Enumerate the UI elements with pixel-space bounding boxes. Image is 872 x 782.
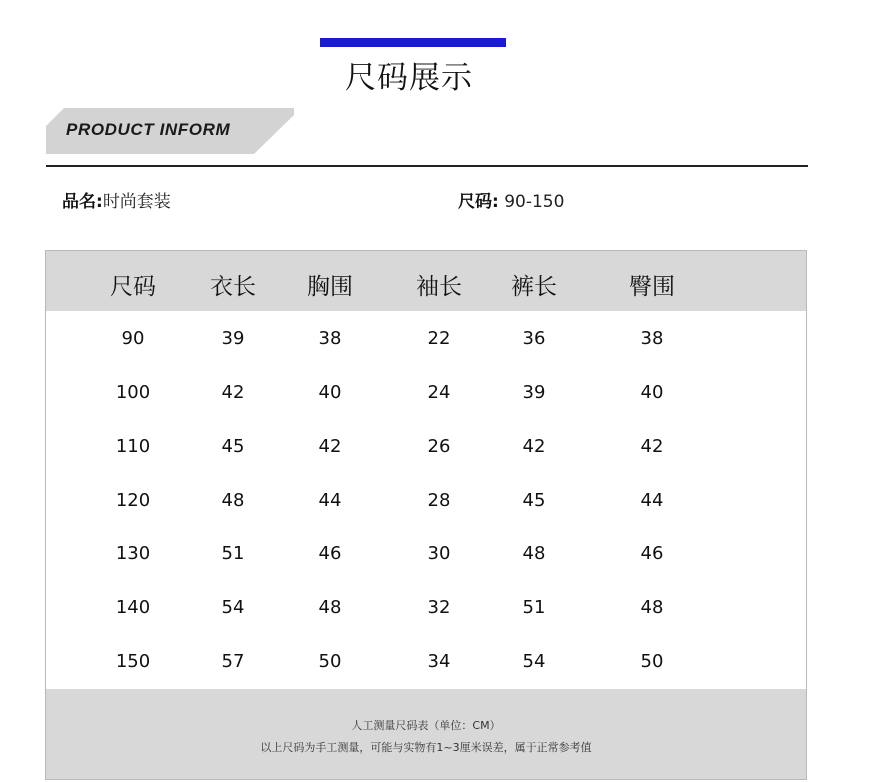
product-name-label: 品名: — [62, 192, 103, 212]
cell-sleeve: 22 — [427, 328, 451, 349]
cell-size: 140 — [115, 597, 151, 618]
header-length: 衣长 — [210, 274, 256, 300]
size-table — [45, 250, 807, 780]
cell-hip: 38 — [640, 328, 664, 349]
section-divider — [46, 165, 808, 167]
cell-hip: 44 — [640, 490, 664, 511]
cell-hip: 48 — [640, 597, 664, 618]
cell-hip: 42 — [640, 436, 664, 457]
cell-size: 150 — [115, 651, 151, 672]
cell-length: 39 — [221, 328, 245, 349]
cell-size: 110 — [115, 436, 151, 457]
cell-size: 120 — [115, 490, 151, 511]
cell-length: 42 — [221, 382, 245, 403]
cell-hip: 46 — [640, 543, 664, 564]
cell-size: 90 — [121, 328, 145, 349]
cell-pants: 42 — [522, 436, 546, 457]
cell-chest: 50 — [318, 651, 342, 672]
size-range-value: 90-150 — [498, 192, 565, 212]
cell-pants: 51 — [522, 597, 546, 618]
header-size: 尺码 — [110, 274, 156, 300]
cell-chest: 46 — [318, 543, 342, 564]
cell-sleeve: 30 — [427, 543, 451, 564]
cell-length: 57 — [221, 651, 245, 672]
cell-length: 54 — [221, 597, 245, 618]
size-table-footer — [46, 689, 806, 779]
measurement-note: 人工测量尺码表（单位：CM） — [351, 719, 501, 732]
cell-chest: 40 — [318, 382, 342, 403]
header-pants: 裤长 — [511, 274, 557, 300]
cell-pants: 39 — [522, 382, 546, 403]
cell-size: 100 — [115, 382, 151, 403]
cell-pants: 45 — [522, 490, 546, 511]
header-hip: 臀围 — [629, 274, 675, 300]
cell-hip: 50 — [640, 651, 664, 672]
product-name — [62, 187, 171, 212]
size-table-header — [46, 251, 806, 311]
cell-chest: 42 — [318, 436, 342, 457]
cell-chest: 38 — [318, 328, 342, 349]
cell-sleeve: 26 — [427, 436, 451, 457]
cell-sleeve: 28 — [427, 490, 451, 511]
cell-sleeve: 34 — [427, 651, 451, 672]
page-title: 尺码展示 — [345, 60, 473, 96]
cell-chest: 44 — [318, 490, 342, 511]
product-inform-label: PRODUCT INFORM — [66, 120, 231, 139]
cell-size: 130 — [115, 543, 151, 564]
cell-length: 45 — [221, 436, 245, 457]
cell-pants: 54 — [522, 651, 546, 672]
cell-chest: 48 — [318, 597, 342, 618]
cell-length: 51 — [221, 543, 245, 564]
cell-sleeve: 24 — [427, 382, 451, 403]
cell-hip: 40 — [640, 382, 664, 403]
header-sleeve: 袖长 — [416, 274, 462, 300]
cell-pants: 48 — [522, 543, 546, 564]
product-name-value: 时尚套装 — [102, 192, 171, 212]
title-accent-bar — [320, 38, 506, 47]
product-size-range — [458, 187, 564, 212]
header-chest: 胸围 — [307, 274, 353, 300]
size-range-label: 尺码: — [458, 192, 499, 212]
cell-sleeve: 32 — [427, 597, 451, 618]
tolerance-note: 以上尺码为手工测量，可能与实物有1~3厘米误差，属于正常参考值 — [260, 741, 592, 754]
cell-pants: 36 — [522, 328, 546, 349]
cell-length: 48 — [221, 490, 245, 511]
